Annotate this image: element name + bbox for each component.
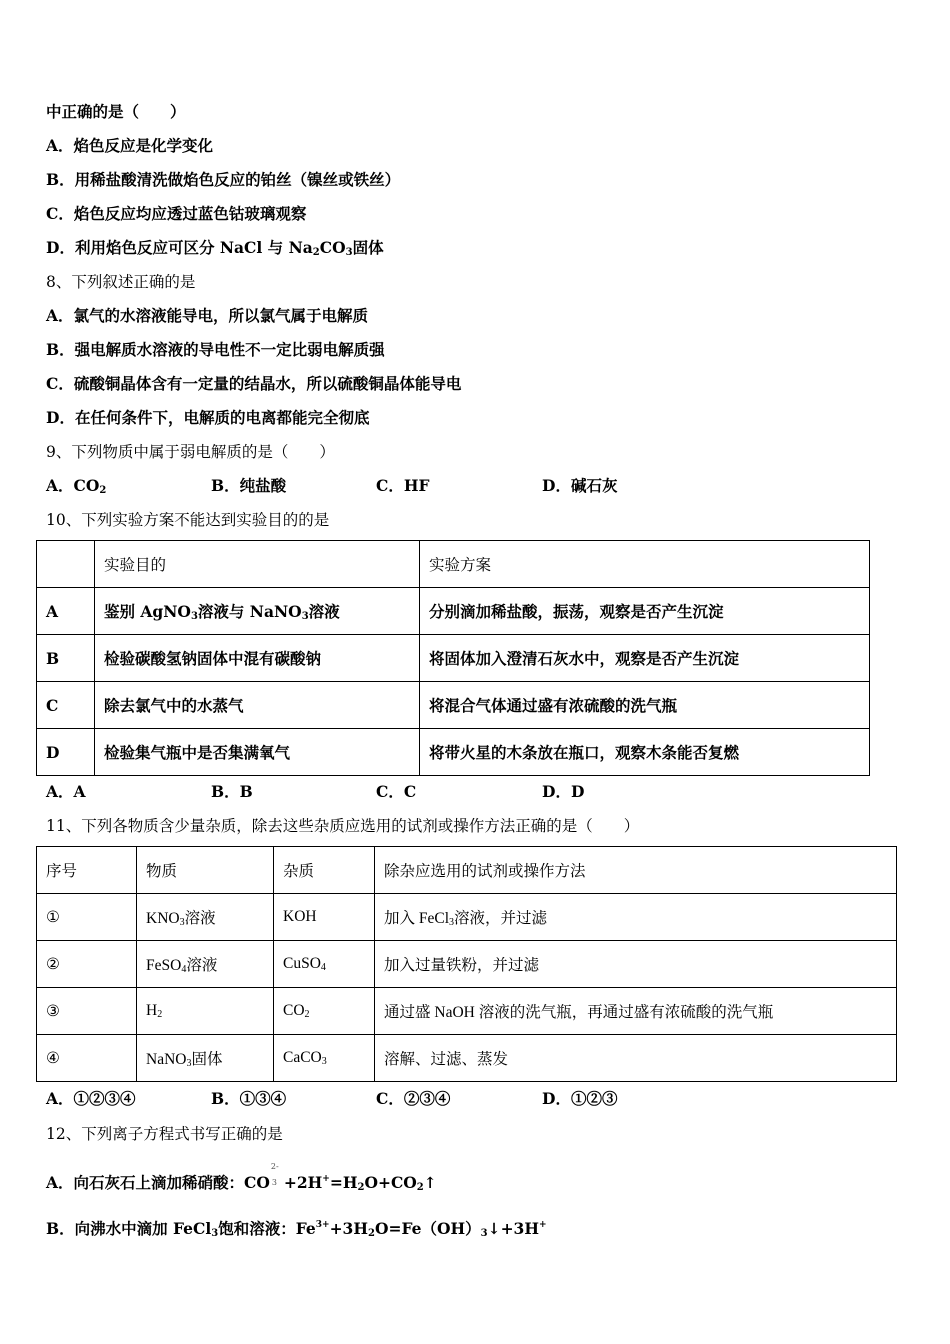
q12-option-a: A．向石灰石上滴加稀硝酸：CO 2- 3 $+2H^+=H_2O+CO_2↑$ <box>46 1169 437 1198</box>
q8-stem: 8、下列叙述正确的是 <box>46 273 196 291</box>
q10-option-d: D．D <box>542 782 585 801</box>
row-id: C <box>37 682 95 729</box>
q11-option-a: A．①②③④ <box>46 1089 136 1108</box>
q7-stem-tail: 中正确的是（ ） <box>46 102 186 121</box>
table-header-cell: 实验方案 <box>420 541 870 588</box>
row-substance: NaNO$_3$固体 <box>137 1035 274 1082</box>
table-row <box>37 988 897 1035</box>
row-method: 加入过量铁粉，并过滤 <box>375 941 897 988</box>
q11-stem: 11、下列各物质含少量杂质，除去这些杂质应选用的试剂或操作方法正确的是（ ） <box>46 817 640 835</box>
row-substance: $H_2$ <box>137 988 274 1035</box>
row-plan: 将带火星的木条放在瓶口，观察木条能否复燃 <box>420 729 870 776</box>
q8-option-a: A．氯气的水溶液能导电，所以氯气属于电解质 <box>46 306 369 325</box>
q7-option-d: D．利用焰色反应可区分 NaCl 与 $Na_2CO_3$固体 <box>46 238 384 258</box>
row-plan: 将固体加入澄清石灰水中，观察是否产生沉淀 <box>420 635 870 682</box>
q8-option-d: D．在任何条件下，电解质的电离都能完全彻底 <box>46 408 370 427</box>
q10-option-c: C．C <box>376 782 417 801</box>
table-header-cell: 除杂应选用的试剂或操作方法 <box>375 847 897 894</box>
row-number: ④ <box>37 1035 137 1082</box>
row-impurity: CuSO$_4$ <box>274 941 375 988</box>
q10-stem: 10、下列实验方案不能达到实验目的的是 <box>46 511 330 529</box>
row-impurity: $CO_2$ <box>274 988 375 1035</box>
q7-option-c: C．焰色反应均应透过蓝色钴玻璃观察 <box>46 204 307 223</box>
q12-stem: 12、下列离子方程式书写正确的是 <box>46 1125 283 1143</box>
row-id: A <box>37 588 95 635</box>
row-method: 通过盛 NaOH 溶液的洗气瓶，再通过盛有浓硫酸的洗气瓶 <box>375 988 897 1035</box>
q10-option-a: A．A <box>46 782 86 801</box>
row-method: 溶解、过滤、蒸发 <box>375 1035 897 1082</box>
table-header-cell: 物质 <box>137 847 274 894</box>
row-id: D <box>37 729 95 776</box>
table-header-cell: 实验目的 <box>95 541 420 588</box>
row-number: ② <box>37 941 137 988</box>
row-purpose: 鉴别 AgNO$_3$溶液与 NaNO$_3$溶液 <box>95 588 420 635</box>
row-substance: FeSO$_4$溶液 <box>137 941 274 988</box>
q8-option-c: C．硫酸铜晶体含有一定量的结晶水，所以硫酸铜晶体能导电 <box>46 374 462 393</box>
q9-option-b: B．纯盐酸 <box>211 476 287 495</box>
table-row <box>37 588 870 635</box>
table-row <box>37 1035 897 1082</box>
q11-option-d: D．①②③ <box>542 1089 618 1108</box>
q12-option-b: B．向沸水中滴加 FeCl$_3$饱和溶液：$Fe^{3+}+3H_2O=Fe(OH)_3↓+3H^+$ <box>46 1219 547 1239</box>
row-number: ① <box>37 894 137 941</box>
q9-stem: 9、下列物质中属于弱电解质的是（ ） <box>46 443 335 461</box>
row-purpose: 检验集气瓶中是否集满氧气 <box>95 729 420 776</box>
table-row <box>37 941 897 988</box>
q11-table <box>36 846 897 1082</box>
q10-option-b: B．B <box>211 782 253 801</box>
formula-subscript: 3 <box>271 1178 277 1187</box>
row-substance: $KNO_3$溶液 <box>137 894 274 941</box>
row-purpose: 检验碳酸氢钠固体中混有碳酸钠 <box>95 635 420 682</box>
q8-option-b: B．强电解质水溶液的导电性不一定比弱电解质强 <box>46 340 385 359</box>
table-row <box>37 635 870 682</box>
table-header-row <box>37 541 870 588</box>
table-row <box>37 729 870 776</box>
q9-option-c: C．HF <box>376 476 430 495</box>
charge-superscript: 2- <box>270 1162 279 1171</box>
table-header-cell: 杂质 <box>274 847 375 894</box>
row-number: ③ <box>37 988 137 1035</box>
q10-table <box>36 540 870 776</box>
row-plan: 将混合气体通过盛有浓硫酸的洗气瓶 <box>420 682 870 729</box>
row-plan: 分别滴加稀盐酸，振荡，观察是否产生沉淀 <box>420 588 870 635</box>
q11-option-c: C．②③④ <box>376 1089 451 1108</box>
q11-option-b: B．①③④ <box>211 1089 287 1108</box>
table-header-row <box>37 847 897 894</box>
table-header-cell <box>37 541 95 588</box>
row-id: B <box>37 635 95 682</box>
table-row <box>37 682 870 729</box>
q9-option-a: A．$CO_2$ <box>46 476 107 496</box>
row-impurity: CaCO$_3$ <box>274 1035 375 1082</box>
row-method: 加入 FeCl$_3$溶液，并过滤 <box>375 894 897 941</box>
row-impurity: KOH <box>274 894 375 941</box>
row-purpose: 除去氯气中的水蒸气 <box>95 682 420 729</box>
q7-option-a: A．焰色反应是化学变化 <box>46 136 214 155</box>
q9-option-d: D．碱石灰 <box>542 476 618 495</box>
table-row <box>37 894 897 941</box>
q7-option-b: B．用稀盐酸清洗做焰色反应的铂丝（镍丝或铁丝） <box>46 170 401 189</box>
table-header-cell: 序号 <box>37 847 137 894</box>
